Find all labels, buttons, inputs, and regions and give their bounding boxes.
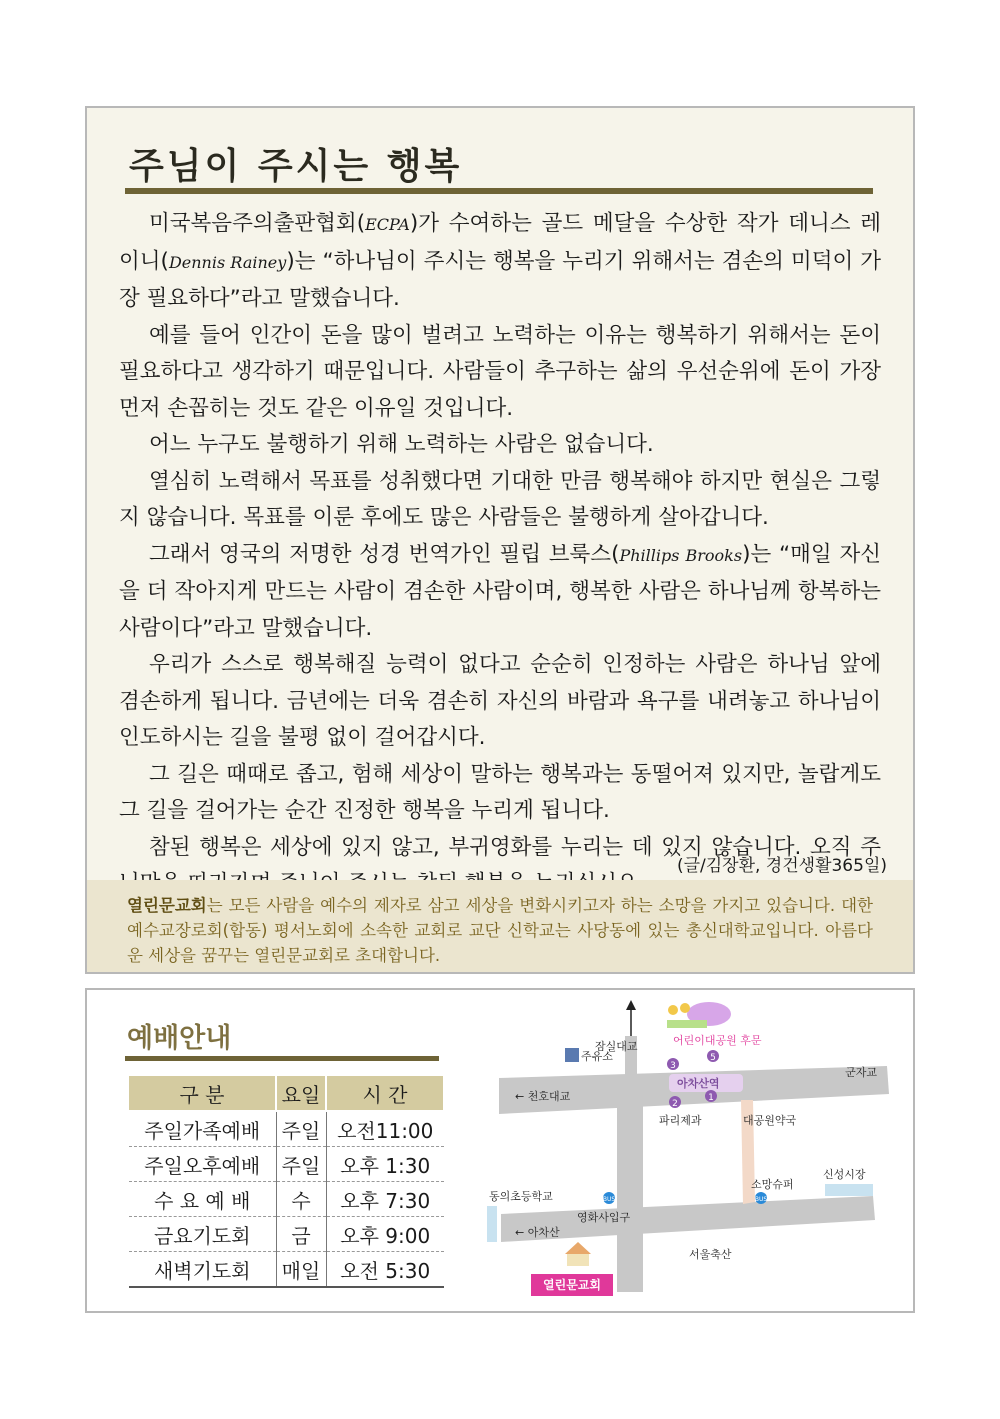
pharmacy-label: 대공원약국 [743,1114,797,1127]
table-header-row [129,1076,444,1111]
header-day: 요일 [276,1076,326,1111]
paragraph-3: 어느 누구도 불행하기 위해 노력하는 사람은 없습니다. [149,432,654,457]
park-gate-label: 어린이대공원 후문 [673,1034,762,1047]
paragraph-5 [119,537,881,648]
seoul-butcher-label: 서울축산 [689,1248,732,1261]
younghwa-entrance-label: 영화사입구 [577,1211,631,1224]
exit-number: 5 [710,1053,716,1063]
paragraph-6: 우리가 스스로 행복해질 능력이 없다고 순순히 인정하는 사람은 하나님 앞에 겸손하게 됩니다. 금년에는 더욱 겸손히 자신의 바람과 욕구를 내려놓고 하나님이 인도하시는 길을 불평 없이 걸어갑시다. [119,652,881,750]
service-day: 금 [276,1217,326,1252]
achasan-label: ← 아차산 [515,1226,560,1239]
exit-number: 3 [670,1061,676,1071]
article-title: 주님이 주시는 행복 [129,146,463,187]
dongui-school-label: 동의초등학교 [489,1190,553,1203]
header-time: 시 간 [326,1076,444,1111]
service-day: 주일 [276,1147,326,1182]
bus-label: BUS [754,1196,768,1203]
english-term: Dennis Rainey [168,252,287,272]
church-name: 열린문교회 [127,896,207,915]
byline: (글/김장환, 경건생활365일) [676,856,887,876]
exit-number: 1 [708,1093,714,1103]
paragraph-2: 예를 들어 인간이 돈을 많이 벌려고 노력하는 이유는 행복하기 위해서는 돈이 필요하다고 생각하기 때문입니다. 사람들이 추구하는 삶의 우선순위에 돈이 가장 먼저 손꼽히는 것도 같은 이유일 것입니다. [119,322,881,421]
exit-number: 2 [672,1099,678,1109]
church-intro [87,880,913,972]
cheonho-bridge-label: ← 천호대교 [515,1090,571,1103]
gas-station-icon [565,1048,579,1062]
table-row [129,1111,444,1147]
worship-title: 예배안내 [127,1023,232,1054]
vertical-road [617,1082,643,1292]
text: 그래서 영국의 저명한 성경 번역가인 필립 브룩스( [149,541,620,567]
church-building-icon [567,1252,589,1266]
location-map [487,996,907,1308]
paragraph-8: 참된 행복은 세상에 있지 않고, 부귀영화를 누리는 데 있지 않습니다. 오직 주 [149,834,881,860]
bus-label: BUS [602,1196,616,1203]
article-panel [85,106,915,974]
service-name: 금요기도회 [129,1217,276,1252]
english-term: ECPA [365,215,410,234]
gunja-bridge-label: 군자교 [845,1066,877,1079]
flower-icon [680,1003,690,1013]
service-name: 주일오후예배 [129,1147,276,1182]
service-name: 수 요 예 배 [129,1182,276,1217]
service-name: 새벽기도회 [129,1252,276,1288]
paragraph-1 [119,206,881,318]
paris-bakery-label: 파리제과 [659,1114,702,1127]
english-term: Phillips Brooks [619,545,743,565]
school-block [487,1206,497,1242]
text: )가 수여하는 골드 메달을 수상한 작가 데니스 레이니( [119,211,881,274]
table-row [129,1252,444,1288]
service-time: 오전 5:30 [326,1252,444,1288]
market-block [825,1184,873,1196]
service-time: 오후 1:30 [326,1147,444,1182]
service-name: 주일가족예배 [129,1111,276,1147]
service-time: 오후 9:00 [326,1217,444,1252]
text: 미국복음주의출판협회( [149,211,366,236]
text: )는 “하나님이 주시는 행복을 누리기 위해서는 겸손의 미덕이 가장 필요하다”라고 말했습니다. [119,248,882,311]
service-time: 오후 7:30 [326,1182,444,1217]
article-body [119,206,881,903]
worship-underline [125,1056,439,1061]
church-intro-text: 는 모든 사람을 예수의 제자로 삼고 세상을 변화시키고자 하는 소망을 가지고 있습니다. 대한예수교장로회(합동) 평서노회에 소속한 교회로 교단 신학교는 사당동에 있는 총신대학교입니다. 아름다운 세상을 꿈꾸는 열린문교회로 초대합니다. [127,896,873,965]
title-underline [125,188,873,194]
up-arrow-head-icon [626,1000,636,1010]
paragraph-4: 열심히 노력해서 목표를 성취했다면 기대한 만큼 행복해야 하지만 현실은 그렇지 않습니다. 목표를 이룬 후에도 많은 사람들은 불행하게 살아갑니다. [119,468,881,530]
church-roof-icon [565,1242,591,1254]
worship-panel [85,988,915,1313]
station-label: 아차산역 [677,1077,720,1090]
jamsil-bridge-label: 잠실대교 [595,1040,638,1053]
service-day: 수 [276,1182,326,1217]
sinseong-market-label: 신성시장 [823,1168,866,1181]
paragraph-7: 그 길은 때때로 좁고, 험해 세상이 말하는 행복과는 동떨어져 있지만, 놀랍게도 그 길을 걸어가는 순간 진정한 행복을 누리게 됩니다. [119,761,881,823]
service-time: 오전11:00 [326,1111,444,1147]
church-label: 열린문교회 [543,1278,601,1292]
service-day: 주일 [276,1111,326,1147]
somang-super-label: 소망슈퍼 [751,1178,794,1191]
worship-schedule-table [129,1076,445,1288]
table-row [129,1217,444,1252]
text: )는 “매일 자신을 더 작아지게 만드는 사람이 겸손한 사람이며, 행복한 사람은 하나님께 항복하는 사람이다”라고 말했습니다. [119,541,881,641]
park-grass-icon [667,1020,707,1028]
table-row [129,1147,444,1182]
service-day: 매일 [276,1252,326,1288]
flower-icon [668,1005,678,1015]
gas-station-label: 주유소 [581,1050,613,1063]
table-row [129,1182,444,1217]
header-category: 구 분 [129,1076,276,1111]
